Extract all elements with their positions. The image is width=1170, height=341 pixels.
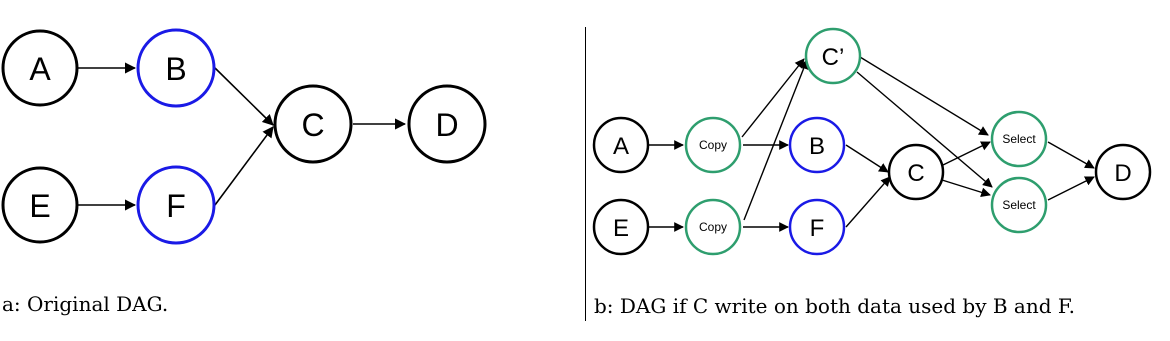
node-d-label: D [435, 107, 459, 143]
node-select-1 [992, 112, 1046, 166]
panel-divider [585, 27, 586, 321]
node-b [790, 118, 844, 172]
node-b-label: B [165, 51, 187, 87]
node-select-1-label: Select [1002, 132, 1036, 146]
edge-c-select2 [942, 180, 990, 195]
original-dag [3, 30, 485, 243]
node-d [1096, 145, 1150, 199]
node-select-2-label: Select [1002, 198, 1036, 212]
node-e-label: E [612, 215, 630, 242]
node-f [138, 167, 214, 243]
edge-f-c [215, 127, 273, 205]
node-copy-2-label: Copy [698, 220, 728, 234]
node-a-label: A [29, 51, 51, 87]
edge-cprime-select1 [860, 57, 988, 135]
node-e-label: E [29, 188, 51, 224]
node-d-label: D [1114, 160, 1132, 187]
node-b-label: B [808, 133, 826, 160]
node-copy-2 [686, 200, 740, 254]
edge-f-c [846, 177, 890, 227]
node-a-label: A [612, 133, 630, 160]
node-c [889, 145, 943, 199]
node-copy-1-label: Copy [698, 138, 728, 152]
edge-c-select1 [943, 142, 990, 165]
node-a [594, 118, 648, 172]
node-select-2 [992, 178, 1046, 232]
node-c-prime [806, 29, 860, 83]
node-c [275, 86, 351, 162]
node-e [594, 200, 648, 254]
edge-b-c [846, 145, 888, 172]
node-a [3, 31, 77, 105]
caption-a: a: Original DAG. [2, 292, 169, 316]
node-f-label: F [166, 188, 186, 224]
node-b [138, 30, 214, 106]
edge-b-c [215, 68, 273, 125]
node-f [790, 200, 844, 254]
edge-copy1-cprime [742, 59, 804, 137]
node-f-label: F [809, 215, 825, 242]
node-c-label: C [907, 160, 925, 187]
node-e [3, 168, 77, 242]
node-c-label: C [301, 107, 325, 143]
node-copy-1 [686, 118, 740, 172]
node-d [409, 86, 485, 162]
caption-b: b: DAG if C write on both data used by B and F. [594, 294, 1076, 318]
edge-select1-d [1048, 142, 1094, 168]
node-c-prime-label: C’ [821, 44, 845, 71]
modified-dag [594, 29, 1150, 254]
edge-select2-d [1048, 177, 1094, 200]
